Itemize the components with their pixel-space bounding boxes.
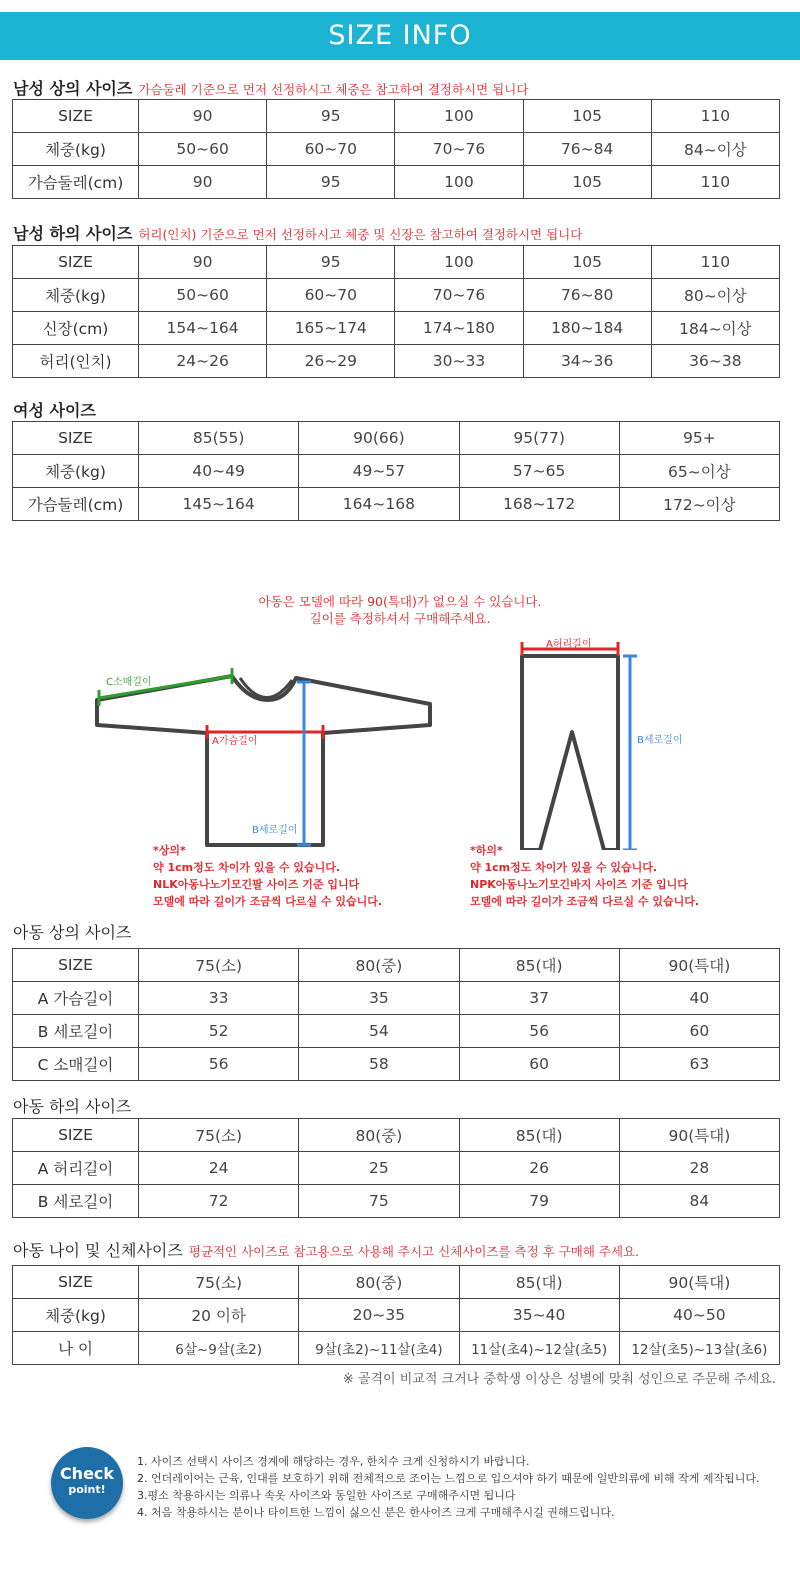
table-cell: 84 [619,1185,779,1218]
table-cell: 28 [619,1152,779,1185]
footnote: ※ 골격이 비교적 크거나 중학생 이상은 성별에 맞춰 성인으로 주문해 주세요. [342,1372,776,1387]
kids-top-table [12,948,780,1081]
table-cell: 85(대) [459,949,619,982]
table-cell: 12살(초5)~13살(초6) [619,1332,779,1365]
list-item: 4. 처음 착용하시는 분이나 타이트한 느낌이 싫으신 분은 한사이즈 크게 구매해주시길 권해드립니다. [137,1506,615,1519]
table-cell: 85(대) [459,1266,619,1299]
kids-age-note: 평균적인 사이즈로 참고용으로 사용해 주시고 신체사이즈를 측정 후 구매해 주세요. [188,1244,640,1259]
table-cell: SIZE [13,422,139,455]
table-cell: 65~이상 [619,455,779,488]
size-info-banner: SIZE INFO [0,12,800,60]
table-cell: SIZE [13,246,139,279]
table-cell: 172~이상 [619,488,779,521]
table-cell: 174~180 [395,312,523,345]
table-cell: 80(중) [299,1119,459,1152]
table-cell: 90(특대) [619,949,779,982]
table-row [13,1048,780,1081]
check-point-badge [51,1447,123,1519]
table-cell: 20~35 [299,1299,459,1332]
table-cell: 50~60 [139,133,267,166]
table-cell: 체중(kg) [13,1299,139,1332]
table-cell: 9살(초2)~11살(초4) [299,1332,459,1365]
table-row [13,1266,780,1299]
table-cell: 30~33 [395,345,523,378]
top-length-label: B세로길이 [252,825,298,836]
table-cell: 40~49 [139,455,299,488]
top-note-line: NLK아동나노기모긴팔 사이즈 기준 입니다 [153,878,360,891]
table-cell: 100 [395,100,523,133]
table-cell: 63 [619,1048,779,1081]
men-bottom-title [13,221,582,244]
kids-bottom-title-text: 아동 하의 사이즈 [13,1097,132,1116]
table-cell: 90(66) [299,422,459,455]
table-cell: 57~65 [459,455,619,488]
table-cell: 90 [139,246,267,279]
table-cell: 24~26 [139,345,267,378]
table-cell: 105 [523,100,651,133]
table-cell: SIZE [13,100,139,133]
table-cell: 60~70 [267,279,395,312]
table-cell: 180~184 [523,312,651,345]
table-cell: 40~50 [619,1299,779,1332]
check-title: Check [59,1464,115,1483]
men-bottom-note: 허리(인치) 기준으로 먼저 선정하시고 체중 및 신장은 참고하여 결정하시면 됩니다 [138,227,583,242]
table-row [13,1119,780,1152]
table-cell: 70~76 [395,133,523,166]
table-cell: 95 [267,100,395,133]
table-cell: 154~164 [139,312,267,345]
table-cell: 37 [459,982,619,1015]
table-cell: 허리(인치) [13,345,139,378]
men-bottom-title-text: 남성 하의 사이즈 [13,224,133,243]
kids-bottom-title [13,1094,131,1117]
table-cell: 95(77) [459,422,619,455]
table-cell: SIZE [13,1119,139,1152]
women-title [13,398,96,421]
table-cell: 110 [651,166,779,199]
table-cell: 26 [459,1152,619,1185]
table-cell: 11살(초4)~12살(초5) [459,1332,619,1365]
bottom-note-line: 모델에 따라 길이가 조금씩 다르실 수 있습니다. [470,895,700,908]
table-cell: B 세로길이 [13,1185,139,1218]
bottom-note-line: *하의* [470,844,503,857]
table-cell: 체중(kg) [13,279,139,312]
table-cell: 70~76 [395,279,523,312]
table-cell: 90 [139,166,267,199]
table-cell: 60 [459,1048,619,1081]
table-cell: 79 [459,1185,619,1218]
table-row [13,312,780,345]
list-item: 2. 언더레이어는 근육, 인대를 보호하기 위해 전체적으로 조이는 느낌으로 입으셔야 하기 때문에 일반의류에 비해 작게 제작됩니다. [137,1472,760,1485]
top-garment-figure [97,668,430,845]
table-cell: 100 [395,246,523,279]
pants-outline [522,656,618,850]
table-cell: 40 [619,982,779,1015]
table-cell: 80(중) [299,1266,459,1299]
bottom-note-line: NPK아동나노기모긴바지 사이즈 기준 입니다 [470,878,688,891]
table-cell: 가슴둘레(cm) [13,166,139,199]
table-cell: 35 [299,982,459,1015]
table-cell: 54 [299,1015,459,1048]
men-top-note: 가슴둘레 기준으로 먼저 선정하시고 체중은 참고하여 결정하시면 됩니다 [138,82,529,97]
table-cell: 56 [459,1015,619,1048]
kids-bottom-table [12,1118,780,1218]
table-cell: 체중(kg) [13,133,139,166]
table-cell: 20 이하 [139,1299,299,1332]
table-cell: 85(대) [459,1119,619,1152]
table-cell: 50~60 [139,279,267,312]
table-cell: SIZE [13,1266,139,1299]
kids-top-title [13,920,131,943]
table-cell: A 가슴길이 [13,982,139,1015]
table-cell: 25 [299,1152,459,1185]
table-cell: 나 이 [13,1332,139,1365]
table-cell: A 허리길이 [13,1152,139,1185]
top-garment-outline [97,676,430,845]
table-cell: 84~이상 [651,133,779,166]
table-cell: 56 [139,1048,299,1081]
table-cell: 85(55) [139,422,299,455]
table-cell: 24 [139,1152,299,1185]
table-cell: 72 [139,1185,299,1218]
bottom-note-line: 약 1cm정도 차이가 있을 수 있습니다. [470,861,658,874]
table-cell: 35~40 [459,1299,619,1332]
table-cell: 90(특대) [619,1119,779,1152]
kids-top-title-text: 아동 상의 사이즈 [13,923,132,942]
table-cell: 90 [139,100,267,133]
table-cell: 75(소) [139,1119,299,1152]
kids-notice [200,593,600,627]
table-cell: 105 [523,166,651,199]
table-cell: 164~168 [299,488,459,521]
table-cell: 75(소) [139,1266,299,1299]
table-row [13,133,780,166]
table-row [13,1015,780,1048]
table-cell: 체중(kg) [13,455,139,488]
top-note-line: 약 1cm정도 차이가 있을 수 있습니다. [153,861,341,874]
kids-age-table [12,1265,780,1365]
table-cell: 145~164 [139,488,299,521]
men-top-title-text: 남성 상의 사이즈 [13,79,133,98]
table-cell: 76~84 [523,133,651,166]
table-cell: 90(특대) [619,1266,779,1299]
table-cell: 58 [299,1048,459,1081]
table-cell: 95+ [619,422,779,455]
table-cell: 95 [267,166,395,199]
table-row [13,279,780,312]
table-row [13,422,780,455]
table-cell: SIZE [13,949,139,982]
table-cell: 가슴둘레(cm) [13,488,139,521]
table-row [13,166,780,199]
chest-label: A가슴길이 [212,736,258,747]
table-row [13,1185,780,1218]
table-cell: 60~70 [267,133,395,166]
women-table [12,421,780,521]
men-top-title [13,76,528,99]
list-item: 3.평소 착용하시는 의류나 속옷 사이즈와 동일한 사이즈로 구매해주시면 됩니다 [137,1489,516,1502]
top-diagram-note [153,842,382,910]
table-cell: 34~36 [523,345,651,378]
check-subtitle: point! [68,1483,106,1496]
table-row [13,488,780,521]
table-cell: 100 [395,166,523,199]
table-cell: 75(소) [139,949,299,982]
table-row [13,246,780,279]
table-row [13,1332,780,1365]
table-cell: 26~29 [267,345,395,378]
table-cell: 105 [523,246,651,279]
kids-age-title [13,1238,639,1261]
table-row [13,982,780,1015]
table-cell: 168~172 [459,488,619,521]
pants-length-label: B세로길이 [637,735,683,746]
table-cell: 110 [651,100,779,133]
table-row [13,1152,780,1185]
table-cell: 60 [619,1015,779,1048]
top-note-line: 모델에 따라 길이가 조금씩 다르실 수 있습니다. [153,895,383,908]
table-row [13,100,780,133]
table-cell: 75 [299,1185,459,1218]
table-cell: 49~57 [299,455,459,488]
table-cell: C 소매길이 [13,1048,139,1081]
table-cell: 33 [139,982,299,1015]
bottom-garment-figure [522,642,637,850]
table-cell: 36~38 [651,345,779,378]
table-row [13,345,780,378]
table-cell: 76~80 [523,279,651,312]
table-row [13,455,780,488]
waist-label: A허리길이 [546,639,592,650]
table-cell: 80~이상 [651,279,779,312]
bottom-diagram-note [470,842,699,910]
kids-notice-line1: 아동은 모델에 따라 90(특대)가 없으실 수 있습니다. [258,594,542,609]
table-cell: 52 [139,1015,299,1048]
sleeve-label: C소매길이 [106,677,152,688]
table-cell: 165~174 [267,312,395,345]
men-top-table [12,99,780,199]
kids-age-title-text: 아동 나이 및 신체사이즈 [13,1241,183,1260]
table-cell: 80(중) [299,949,459,982]
list-item: 1. 사이즈 선택시 사이즈 경계에 해당하는 경우, 한치수 크게 신청하시기 바랍니다. [137,1455,530,1468]
table-row [13,1299,780,1332]
table-cell: B 세로길이 [13,1015,139,1048]
kids-notice-line2: 길이를 측정하셔서 구매해주세요. [309,611,491,626]
table-cell: 신장(cm) [13,312,139,345]
table-cell: 6살~9살(초2) [139,1332,299,1365]
table-cell: 110 [651,246,779,279]
women-title-text: 여성 사이즈 [13,401,96,420]
check-list [137,1453,760,1521]
table-cell: 95 [267,246,395,279]
top-note-line: *상의* [153,844,186,857]
table-cell: 184~이상 [651,312,779,345]
table-row [13,949,780,982]
men-bottom-table [12,245,780,378]
